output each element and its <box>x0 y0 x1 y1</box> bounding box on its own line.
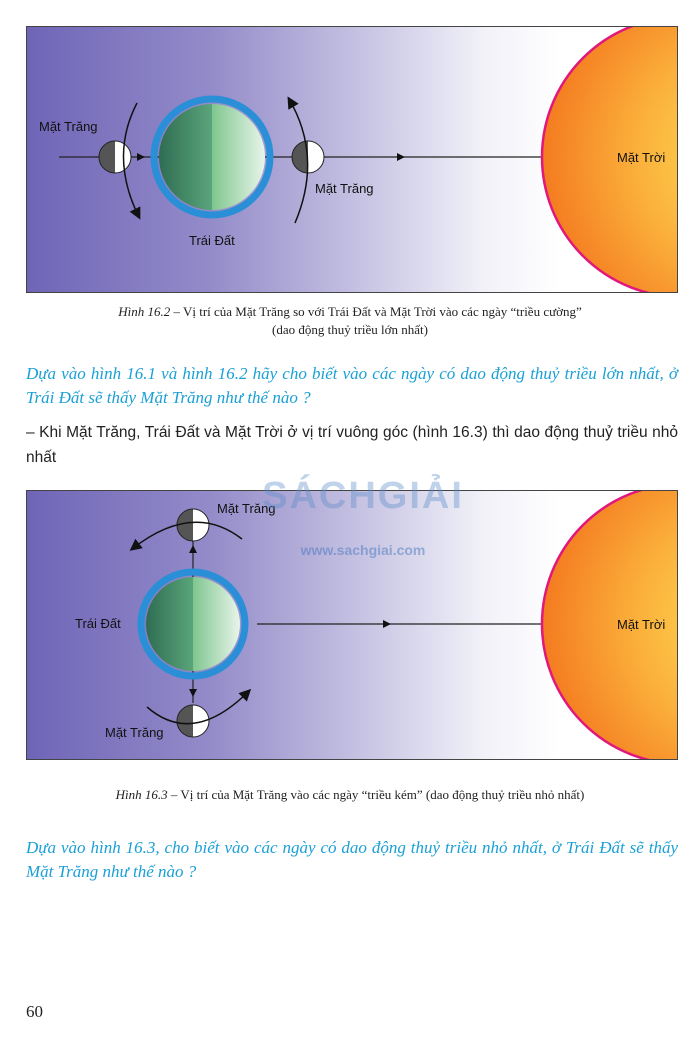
sun-label: Mặt Trời <box>617 150 666 165</box>
axis-arrow-up <box>189 545 197 553</box>
watermark-url: www.sachgiai.com <box>300 542 426 558</box>
figure-16-2-diagram <box>27 27 677 292</box>
figure-16-2-caption <box>0 303 700 339</box>
question-1: Dựa vào hình 16.1 và hình 16.2 hãy cho biết vào các ngày có dao động thuỷ triều lớn nhất, ở Trái Đất sẽ thấy Mặt Trăng như thế nào ? <box>26 364 678 407</box>
sun-label: Mặt Trời <box>617 617 666 632</box>
figure-16-2-caption-line2: (dao động thuỷ triều lớn nhất) <box>272 322 428 337</box>
earth <box>159 104 265 210</box>
moon-right-light <box>308 141 324 173</box>
figure-16-3-caption-text: – Vị trí của Mặt Trăng vào các ngày “triều kém” (dao động thuỷ triều nhỏ nhất) <box>167 787 585 802</box>
line-arrow-2 <box>397 153 405 161</box>
moon-left-dark <box>99 141 115 173</box>
figure-16-3-caption <box>0 786 700 804</box>
paragraph-1: – Khi Mặt Trăng, Trái Đất và Mặt Trời ở vị trí vuông góc (hình 16.3) thì dao động thuỷ triều nhỏ nhất <box>26 424 678 466</box>
question-2: Dựa vào hình 16.3, cho biết vào các ngày có dao động thuỷ triều nhỏ nhất, ở Trái Đất sẽ thấy Mặt Trăng như thế nào ? <box>26 838 678 881</box>
earth-label: Trái Đất <box>189 233 235 248</box>
watermark <box>248 472 478 572</box>
earth <box>146 577 240 671</box>
moon-top-label: Mặt Trăng <box>217 501 276 516</box>
moon-right-label: Mặt Trăng <box>315 181 374 196</box>
figure-16-2-caption-text: – Vị trí của Mặt Trăng so với Trái Đất và Mặt Trời vào các ngày “triều cường” <box>170 304 582 319</box>
figure-16-2-number: Hình 16.2 <box>118 304 171 319</box>
moon-bottom-dark <box>177 705 193 737</box>
moon-left-label: Mặt Trăng <box>39 119 98 134</box>
moon-bottom-light <box>193 705 209 737</box>
line-arrow-1 <box>137 153 145 161</box>
line-arrow-1 <box>383 620 391 628</box>
moon-top-light <box>193 509 209 541</box>
figure-16-3-number: Hình 16.3 <box>115 787 168 802</box>
figure-16-2 <box>26 26 678 293</box>
moon-bottom-label: Mặt Trăng <box>105 725 164 740</box>
watermark-logo: SÁCHGIẢI <box>262 475 464 517</box>
page-number: 60 <box>26 1002 43 1021</box>
earth-label: Trái Đất <box>75 616 121 631</box>
axis-arrow-down <box>189 689 197 697</box>
